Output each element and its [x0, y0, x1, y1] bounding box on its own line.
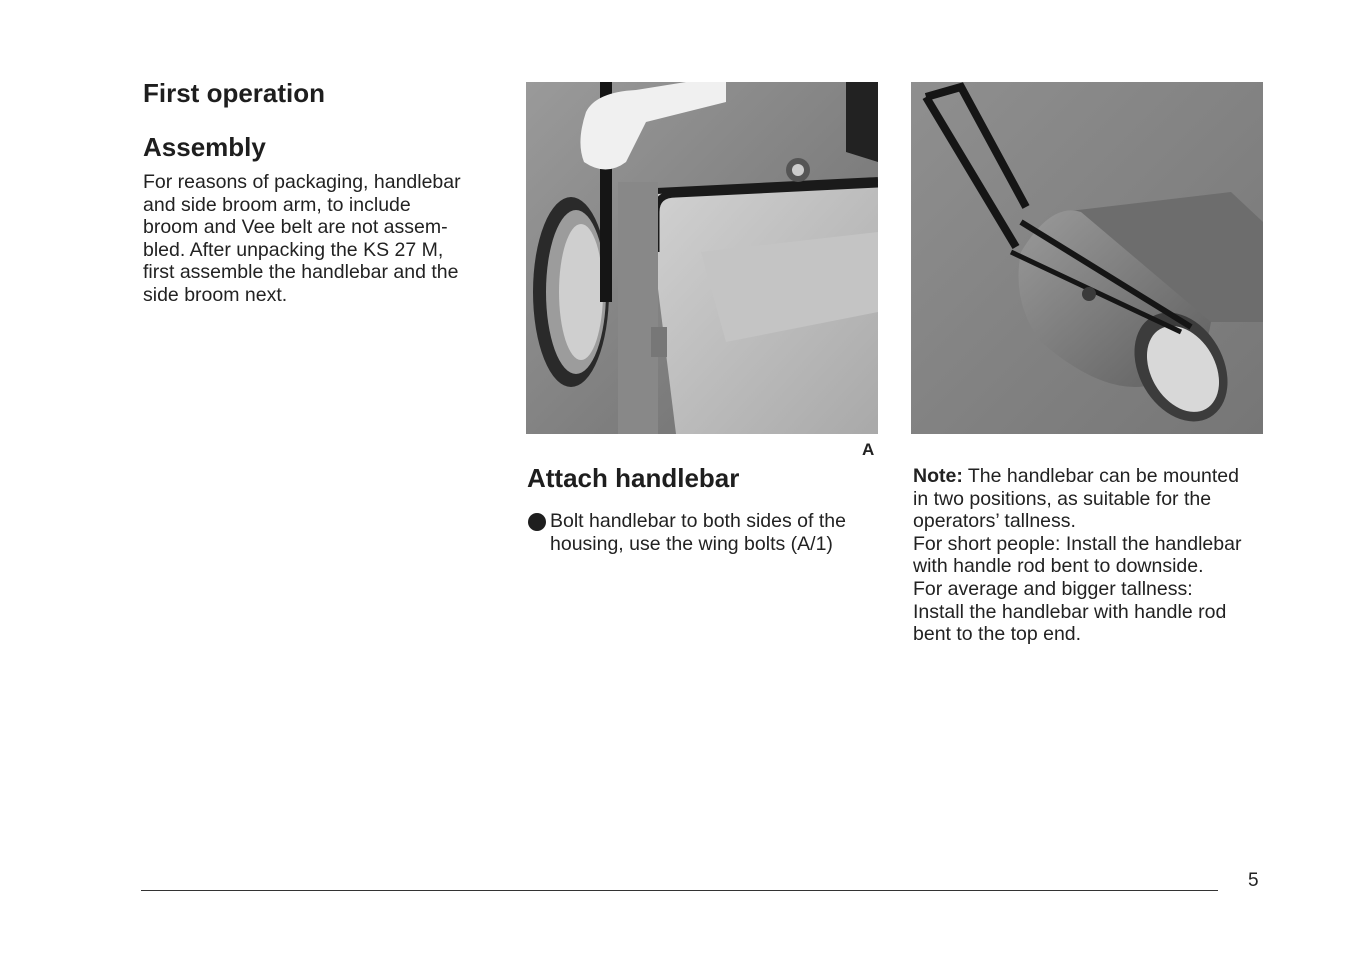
- page-number: 5: [1248, 870, 1259, 891]
- note-short-people: For short people: Install the handlebar with handle rod bent to downside.: [913, 532, 1242, 578]
- assembly-paragraph: For reasons of packaging, handlebar and side broom arm, to include broom and Vee belt are not assem- bled. After unpacking the KS 27 M, first assemble the handlebar and the side broom next.: [143, 171, 461, 306]
- section-title-first-operation: First operation: [143, 78, 326, 108]
- note-paragraph: [913, 465, 1273, 646]
- subsection-title-assembly: Assembly: [143, 132, 266, 162]
- attach-instruction-text: Bolt handlebar to both sides of the housing, use the wing bolts (A/1): [550, 510, 846, 555]
- assembled-sweeper-photo: [911, 82, 1263, 434]
- note-label: Note:: [913, 465, 963, 487]
- note-tall-people: For average and bigger tallness: Install the handlebar with handle rod bent to the top end.: [913, 577, 1227, 646]
- note-text: The handlebar can be mounted in two positions, as suitable for the operators’ tallness.: [913, 465, 1239, 533]
- bullet-dot-icon: [528, 513, 546, 531]
- handlebar-attach-photo: [526, 82, 878, 434]
- subsection-title-attach-handlebar: Attach handlebar: [527, 463, 740, 493]
- note-intro: [913, 465, 1273, 533]
- figure-a-label: A: [862, 440, 875, 459]
- footer-rule: [141, 890, 1218, 891]
